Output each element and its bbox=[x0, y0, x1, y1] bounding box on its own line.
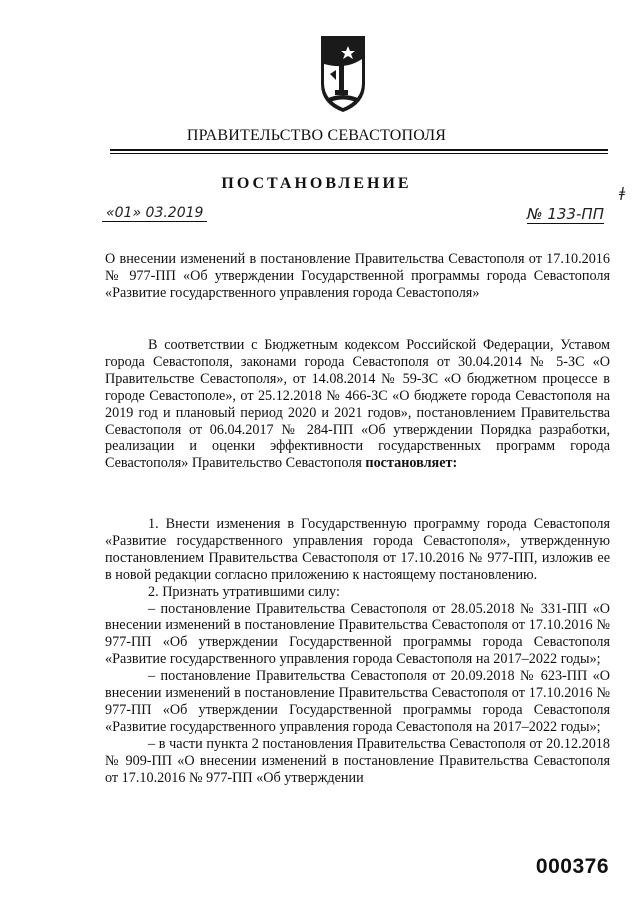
sevastopol-coat-of-arms bbox=[318, 34, 368, 114]
document-subject bbox=[105, 251, 610, 302]
item-2-sub-3: – в части пункта 2 постановления Правительства Севастополя от 20.12.2018 № 909-ПП «О внесении изменений в постановление Правительства Севастополя от 17.10.2016 № 977-ПП «Об утверждении bbox=[105, 735, 610, 786]
preamble bbox=[105, 337, 610, 472]
header-rule-thin bbox=[110, 153, 608, 154]
preamble-keyword: постановляет: bbox=[365, 455, 458, 472]
preamble-text: В соответствии с Бюджетным кодексом Российской Федерации, Уставом города Севастополя, законами города Севастополя от 30.04.2014 № 5-ЗС «О Правительстве Севастополя», от 14.08.2014 № 59-ЗС «О бюджетном процессе в городе Севастополе», от 25.12.2018 № 466-ЗС «О бюджете города Севастополя на 2019 год и плановый период 2020 и 2021 годов», постановлением Правительства Севастополя от 06.04.2017 № 284-ПП «Об утверждении Порядка разработки, реализации и оценки эффективности государственных программ города Севастополя» Правительство Севастополя bbox=[105, 337, 610, 472]
document-date bbox=[102, 205, 207, 222]
resolution-items bbox=[105, 516, 610, 787]
subject-text: О внесении изменений в постановление Правительства Севастополя от 17.10.2016 № 977-ПП «Об утверждении Государственной программы города Севастополя «Развитие государственного управления города Севастополя» bbox=[105, 251, 610, 301]
item-2-sub-1: – постановление Правительства Севастополя от 28.05.2018 № 331-ПП «О внесении изменений в постановление Правительства Севастополя от 17.10.2016 № 977-ПП «Об утверждении Государственной программы города Севастополя «Развитие государственного управления города Севастополя на 2017–2022 годы»; bbox=[105, 600, 610, 668]
preamble-paragraph bbox=[105, 337, 610, 472]
document-number bbox=[527, 205, 604, 224]
document-code: 000376 bbox=[535, 855, 609, 878]
item-2: 2. Признать утратившими силу: bbox=[148, 583, 340, 600]
document-type-title: ПОСТАНОВЛЕНИЕ bbox=[221, 175, 412, 192]
header-rule-thick bbox=[110, 149, 608, 151]
margin-mark: ǂ bbox=[619, 186, 625, 201]
government-title: ПРАВИТЕЛЬСТВО СЕВАСТОПОЛЯ bbox=[186, 127, 447, 144]
item-1: 1. Внести изменения в Государственную программу города Севастополя «Развитие государственного управления города Севастополя», утвержденную постановлением Правительства Севастополя от 17.10.2016 № 977-ПП, изложив ее в новой редакции согласно приложению к настоящему постановлению. bbox=[105, 516, 610, 583]
date-value: «01» 03.2019 bbox=[102, 205, 207, 222]
number-value: № 133-ПП bbox=[527, 205, 604, 223]
item-2-sub-2: – постановление Правительства Севастополя от 20.09.2018 № 623-ПП «О внесении изменений в постановление Правительства Севастополя от 17.10.2016 № 977-ПП «Об утверждении Государственной программы города Севастополя «Развитие государственного управления города Севастополя на 2017–2022 годы»; bbox=[105, 668, 610, 735]
